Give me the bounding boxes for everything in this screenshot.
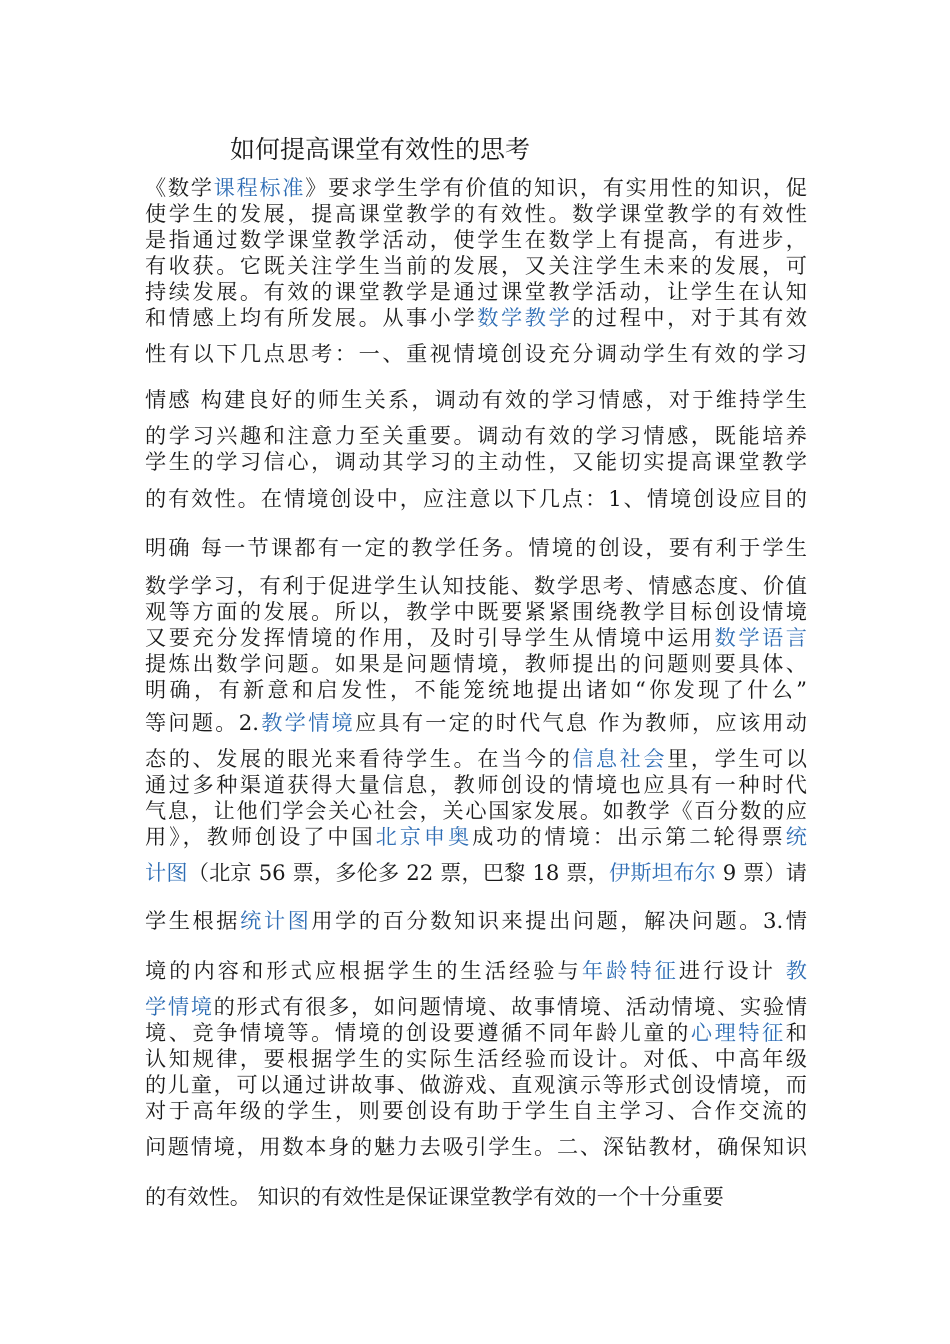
document-title: 如何提高课堂有效性的思考	[230, 135, 531, 164]
text-segment: 有收获。它既关注学生当前的发展，又关注学生未来的发展，可	[145, 253, 807, 278]
text-line	[145, 651, 807, 677]
keyword-link[interactable]: 信息社会	[572, 746, 668, 771]
text-line	[145, 1046, 807, 1072]
text-segment: 是指通过数学课堂教学活动，使学生在数学上有提高，有进步，	[145, 227, 807, 252]
text-line	[145, 279, 807, 305]
keyword-link[interactable]: 北京申奥	[375, 824, 473, 849]
text-segment: 性有以下几点思考：一、重视情境创设充分调动学生有效的学习	[145, 341, 807, 366]
keyword-link[interactable]: 数学教学	[477, 305, 573, 330]
text-segment: 境、竞争情境等。情境的创设要遵循不同年龄儿童的	[145, 1020, 691, 1045]
text-segment: 》要求学生学有价值的知识，有实用性的知识，促	[305, 175, 807, 200]
text-segment: 观等方面的发展。所以，教学中既要紧紧围绕教学目标创设情境	[145, 599, 807, 624]
text-line	[145, 746, 807, 772]
text-segment: 学生根据	[145, 908, 241, 933]
text-segment: 应具有一定的时代气息 作为教师，应该用动	[354, 710, 807, 735]
text-segment: 问题情境，用数本身的魅力去吸引学生。二、深钻教材，确保知识	[145, 1134, 807, 1159]
text-segment: 气息，让他们学会关心社会，关心国家发展。如教学《百分数的应	[145, 798, 807, 823]
text-line	[145, 227, 807, 253]
text-line	[145, 599, 807, 625]
text-segment: 的有效性。 知识的有效性是保证课堂教学有效的一个十分重要	[145, 1184, 724, 1209]
text-line	[145, 860, 807, 886]
keyword-link[interactable]: 教学情境	[258, 710, 355, 735]
text-line	[145, 305, 807, 331]
text-line	[145, 908, 807, 934]
text-line	[145, 772, 807, 798]
text-segment: 《数学	[145, 175, 214, 200]
text-line	[145, 486, 807, 512]
text-segment: 等问题。2.	[145, 710, 259, 735]
text-line	[145, 710, 807, 736]
text-segment: 又要充分发挥情境的作用，及时引导学生从情境中运用	[145, 625, 715, 650]
keyword-link[interactable]: 数学语言	[714, 625, 807, 650]
keyword-link[interactable]: 心理特征	[690, 1020, 786, 1045]
text-segment: 9 票）请	[715, 860, 807, 885]
text-line	[145, 341, 807, 367]
text-segment: 的形式有很多，如问题情境、故事情境、活动情境、实验情	[213, 994, 807, 1019]
text-line	[145, 958, 807, 984]
text-segment: 进行设计	[678, 958, 786, 983]
text-line	[145, 573, 807, 599]
text-segment: 认知规律，要根据学生的实际生活经验而设计。对低、中高年级	[145, 1046, 807, 1071]
text-segment: 的过程中，对于其有效	[572, 305, 807, 330]
text-line	[145, 798, 807, 824]
text-line	[145, 201, 807, 227]
text-line	[145, 387, 807, 413]
text-segment: 提炼出数学问题。如果是问题情境，教师提出的问题则要具体、	[145, 651, 807, 676]
text-segment: 的有效性。在情境创设中，应注意以下几点：1、情境创设应目的	[145, 486, 807, 511]
text-line	[145, 1020, 807, 1046]
text-segment: 情感 构建良好的师生关系，调动有效的学习情感，对于维持学生	[145, 387, 807, 412]
keyword-link[interactable]: 伊斯坦布尔	[609, 860, 716, 885]
text-segment: 境的内容和形式应根据学生的生活经验与	[145, 958, 582, 983]
text-segment: 持续发展。有效的课堂教学是通过课堂教学活动，让学生在认知	[145, 279, 807, 304]
text-segment: 明确 每一节课都有一定的教学任务。情境的创设，要有利于学生	[145, 535, 807, 560]
text-line	[145, 625, 807, 651]
text-line	[145, 253, 807, 279]
keyword-link[interactable]: 统	[785, 824, 807, 849]
keyword-link[interactable]: 计图	[145, 860, 188, 885]
keyword-link[interactable]: 统计图	[240, 908, 312, 933]
text-segment: 用》，教师创设了中国	[145, 824, 376, 849]
text-segment: 使学生的发展，提高课堂教学的有效性。数学课堂教学的有效性	[145, 201, 807, 226]
text-segment: 对于高年级的学生，则要创设有助于学生自主学习、合作交流的	[145, 1098, 807, 1123]
text-line	[145, 423, 807, 449]
keyword-link[interactable]: 年龄特征	[581, 958, 679, 983]
text-line	[145, 1184, 807, 1210]
text-segment: 的学习兴趣和注意力至关重要。调动有效的学习情感，既能培养	[145, 423, 807, 448]
text-line	[145, 449, 807, 475]
keyword-link[interactable]: 教	[785, 958, 807, 983]
text-segment: 态的、发展的眼光来看待学生。在当今的	[145, 746, 573, 771]
text-line	[145, 824, 807, 850]
text-segment: 成功的情境：出示第二轮得票	[472, 824, 786, 849]
text-line	[145, 1072, 807, 1098]
text-segment: （北京 56 票，多伦多 22 票，巴黎 18 票，	[187, 860, 610, 885]
text-line	[145, 175, 807, 201]
text-line	[145, 677, 807, 703]
text-segment: 和	[785, 1020, 807, 1045]
text-segment: 和情感上均有所发展。从事小学	[145, 305, 478, 330]
text-line	[145, 1098, 807, 1124]
keyword-link[interactable]: 课程标准	[213, 175, 306, 200]
text-segment: 里，学生可以	[667, 746, 807, 771]
keyword-link[interactable]: 学情境	[145, 994, 214, 1019]
text-segment: 的儿童，可以通过讲故事、做游戏、直观演示等形式创设情境，而	[145, 1072, 807, 1097]
text-segment: 明确，有新意和启发性，不能笼统地提出诸如“你发现了什么”	[145, 677, 807, 702]
text-segment: 学生的学习信心，调动其学习的主动性，又能切实提高课堂教学	[145, 449, 807, 474]
text-segment: 用学的百分数知识来提出问题，解决问题。3.情	[311, 908, 807, 933]
text-line	[145, 994, 807, 1020]
text-segment: 数学学习，有利于促进学生认知技能、数学思考、情感态度、价值	[145, 573, 807, 598]
text-line	[145, 1134, 807, 1160]
text-segment: 通过多种渠道获得大量信息，教师创设的情境也应具有一种时代	[145, 772, 807, 797]
text-line	[145, 535, 807, 561]
